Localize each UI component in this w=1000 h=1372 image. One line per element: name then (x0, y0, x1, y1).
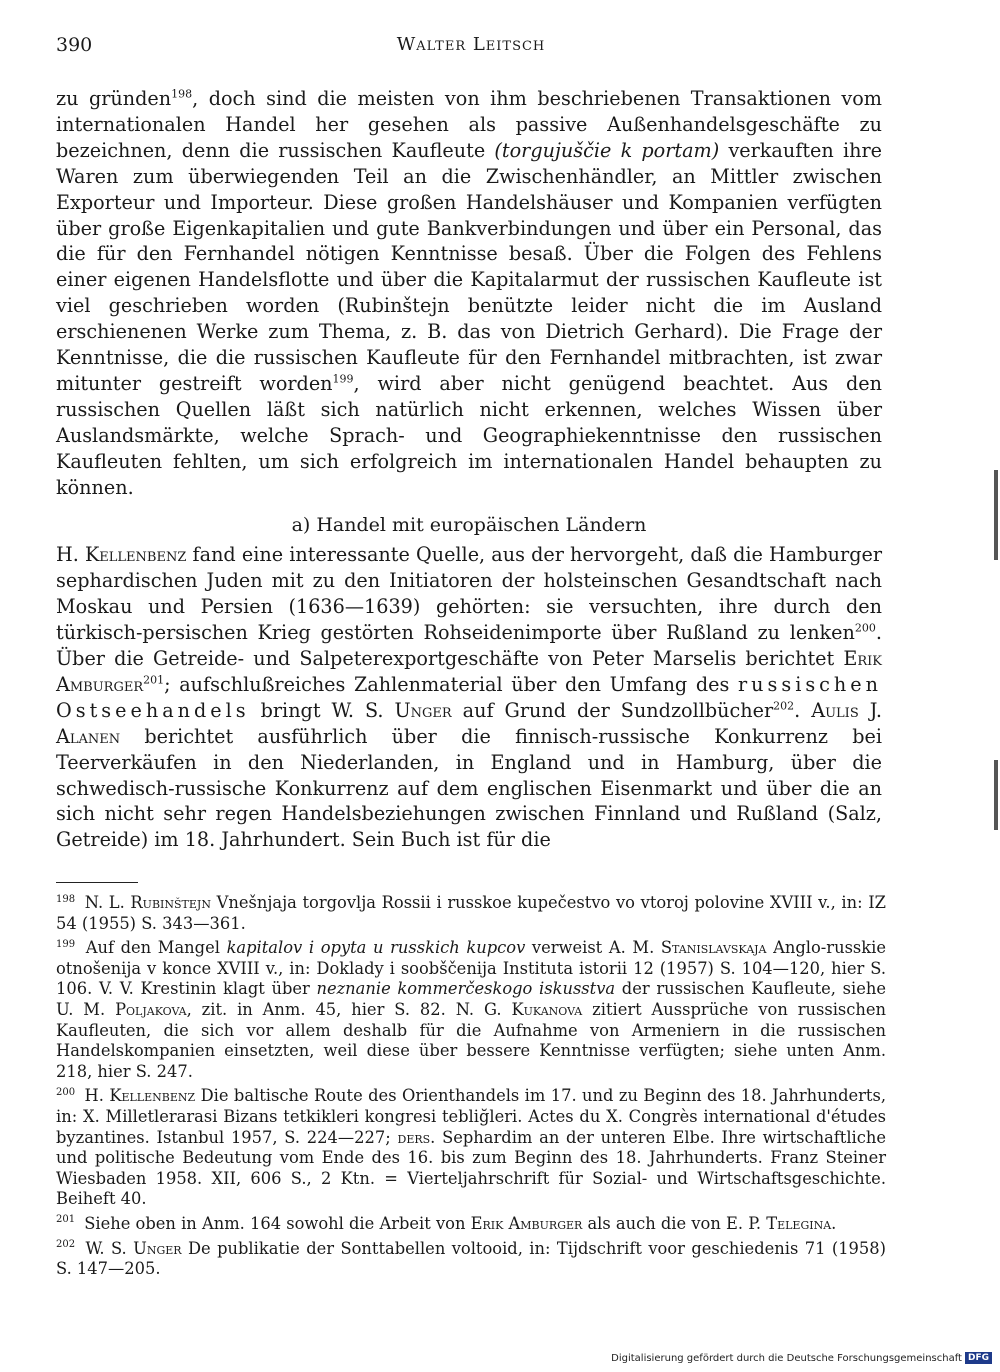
text-run: H. (79, 1086, 110, 1106)
text-run: . Über die Getreide- und Salpeterexportgeschäfte von Peter Marselis berichtet (56, 621, 882, 671)
footnote-ref-199: 199 (332, 372, 354, 386)
footnote-ref-198: 198 (171, 87, 193, 101)
paragraph-1 (56, 86, 882, 501)
footnote-ref-201: 201 (143, 673, 165, 687)
footnote-ref-202: 202 (773, 699, 795, 713)
author-name: H. Kellenbenz (56, 543, 187, 567)
text-run: . (831, 1213, 837, 1233)
text-run: De publikatie der Sonttabellen voltooid, in: Tijdschrift voor geschiedenis 71 (1958) S. 147—205. (56, 1238, 886, 1279)
text-run: Auf den Mangel (79, 938, 227, 958)
text-run: bringt W. S. (249, 698, 395, 722)
page-header (56, 34, 886, 60)
text-run: N. L. (79, 893, 131, 912)
footnote-number: 199 (56, 938, 76, 950)
text-run: Anglo-russkie otnošenija v konce XVIII v., in: Doklady i soobščenija Instituta istorii 12 (1957) S. 104—120, hier S. 106. V. V. Krestinin klagt über (56, 938, 886, 999)
footnote-198 (56, 893, 886, 934)
italic-term: kapitalov i opyta u russkich kupcov (226, 938, 526, 958)
text-run: Die baltische Route des Orienthandels im 17. und zu Beginn des 18. Jahrhunderts, in: X. Milletlerarasi Bizans tetkikleri kongresi tebliğleri. Actes du X. Congrès international d'études byzantines. Istanbul 1957, S. 224—227; (56, 1086, 886, 1147)
author-name: Poljakova (115, 999, 187, 1019)
author-name: ders. (397, 1127, 436, 1147)
footnote-200 (56, 1086, 886, 1210)
footnote-number: 198 (56, 893, 76, 905)
author-name: Aulis J. Alanen (56, 698, 882, 748)
footnotes (56, 893, 886, 1284)
footnote-number: 202 (56, 1239, 76, 1251)
scan-edge-mark (994, 760, 998, 830)
text-run: , zit. in Anm. 45, hier S. 82. N. G. (186, 999, 512, 1019)
text-run: Siehe oben in Anm. 164 sowohl die Arbeit von (79, 1213, 471, 1233)
text-run: zu gründen (56, 87, 172, 110)
text-run: , wird aber nicht genügend beachtet. Aus den russischen Quellen läßt sich natürlich nicht erkennen, welches Wissen über Auslandsmärkte, welche Sprach- und Geographiekenntnisse den russischen Kaufleuten fehlten, um sich erfolgreich im internationalen Handel behaupten zu können. (56, 371, 883, 499)
running-head: Walter Leitsch (396, 34, 546, 55)
spaced-emphasis: russischen Ostseehandels (56, 672, 882, 722)
author-name: Rubinštejn (130, 893, 211, 912)
text-run: ; aufschlußreiches Zahlenmaterial über den Umfang des (164, 672, 738, 696)
dfg-logo: DFG (965, 1352, 992, 1364)
page-number: 390 (56, 34, 93, 56)
text-run: zitiert Aussprüche von russischen Kaufleuten, die sich vor allem deshalb für die Aufnahme von Armeniern in die russischen Handelskompanien einsetzten, weil diese über bessere Kenntnisse verfügten; siehe unten Anm. 218, hier S. 247. (56, 999, 886, 1081)
scan-edge-mark (994, 470, 998, 560)
footnote-202 (56, 1239, 886, 1280)
digitization-footer (611, 1352, 992, 1364)
text-run: , doch sind die meisten von ihm beschriebenen Transaktionen vom internationalen Handel her gesehen als passive Außenhandelsgeschäfte zu bezeichnen, denn die russischen Kaufleute (56, 87, 883, 162)
text-run: als auch die von E. P. (582, 1213, 767, 1233)
author-name: Kellenbenz (109, 1086, 196, 1106)
section-heading: a) Handel mit europäischen Ländern (291, 513, 647, 536)
author-name: Kukanova (511, 999, 583, 1019)
author-name: Unger (133, 1238, 182, 1258)
text-run: der russischen Kaufleute, siehe U. M. (56, 979, 886, 1019)
author-name: Telegina (766, 1213, 832, 1233)
author-name: Stanislavskaja (660, 938, 767, 958)
author-name: Unger (394, 698, 452, 722)
text-run: berichtet ausführlich über die finnisch-russische Konkurrenz bei Teerverkäufen in den Niederlanden, in England und in Hamburg, über die schwedisch-russische Konkurrenz auf dem englischen Eisenmarkt und über die an sich nicht sehr regen Handelsbeziehungen zwischen Finnland und Rußland (Salz, Getreide) im 18. Jahrhundert. Sein Buch ist für die (56, 724, 882, 852)
footnote-number: 200 (56, 1086, 76, 1098)
text-run: verkauften ihre Waren zum überwiegenden Teil an die Zwischenhändler, an Mittler zwischen Exporteur und Importeur. Diese großen Handelshäuser und Kompanien verfügten über große Eigenkapitalien und gute Bankverbindungen und über ein Personal, das die für den Fernhandel nötigen Kenntnisse besaß. Über die Folgen des Fehlens einer eigenen Handelsflotte und über die Kapitalarmut der russischen Kaufleute ist viel geschrieben worden (Rubinštejn benützte leider nicht die im Ausland erschienenen Werke zum Thema, z. B. das von Dietrich Gerhard). Die Frage der Kenntnisse, die die russischen Kaufleute für den Fernhandel mitbrachten, ist zwar mitunter gestreift worden (56, 138, 882, 395)
italic-term: neznanie kommerčeskogo iskusstva (316, 979, 616, 999)
italic-term: (torgujuščie k portam) (494, 138, 720, 162)
footnote-199 (56, 938, 886, 1082)
text-run: auf Grund der Sundzollbücher (451, 698, 774, 722)
footnote-separator (56, 882, 138, 883)
paragraph-2 (56, 542, 882, 853)
text-run: fand eine interessante Quelle, aus der hervorgeht, daß die Hamburger sephardischen Juden mit zu den Initiatoren der holsteinschen Gesandtschaft nach Moskau und Persien (1636—1639) gehörten: sie versuchten, ihre durch den türkisch-persischen Krieg gestörten Rohseidenimporte über Rußland zu lenken (56, 543, 883, 645)
main-text (56, 86, 882, 853)
footnote-ref-200: 200 (854, 621, 876, 635)
text-run: Vnešnjaja torgovlja Rossii i russkoe kupečestvo vo vtoroj polovine XVIII v., in: IZ 54 (1955) S. 343—361. (56, 893, 886, 933)
footnote-201 (56, 1214, 886, 1235)
text-run: verweist A. M. (525, 938, 661, 958)
footnote-number: 201 (56, 1214, 76, 1226)
text-run: Sephardim an der unteren Elbe. Ihre wirtschaftliche und politische Bedeutung vom Ende des 16. bis zum Beginn des 18. Jahrhunderts. Franz Steiner Wiesbaden 1958. XII, 606 S., 2 Ktn. = Vierteljahrschrift für Sozial- und Wirtschaftsgeschichte. Beiheft 40. (56, 1127, 886, 1209)
text-run: W. S. (79, 1238, 134, 1258)
text-run: . (794, 698, 812, 722)
digitization-note: Digitalisierung gefördert durch die Deutsche Forschungsgemeinschaft (611, 1352, 962, 1364)
author-name: Erik Amburger (56, 647, 882, 696)
author-name: Erik Amburger (470, 1213, 583, 1233)
